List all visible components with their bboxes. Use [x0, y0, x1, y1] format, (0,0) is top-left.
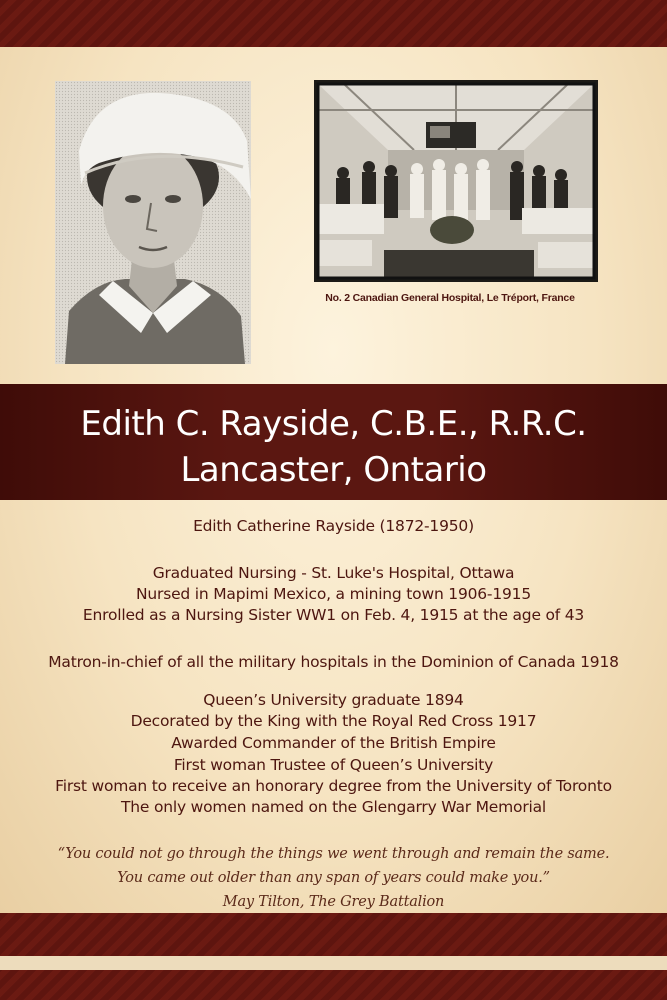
top-border-band: [0, 0, 667, 47]
bio-line: Queen’s University graduate 1894: [203, 691, 464, 709]
page-title: Edith C. Rayside, C.B.E., R.R.C.: [80, 404, 587, 444]
bio-line: Matron-in-chief of all the military hospitals in the Dominion of Canada 1918: [48, 653, 619, 671]
bio-line: First woman Trustee of Queen’s University: [173, 756, 494, 774]
bio-line: Graduated Nursing - St. Luke's Hospital, Ottawa: [152, 564, 515, 582]
hospital-ward-photo: [314, 80, 598, 282]
bio-line: Nursed in Mapimi Mexico, a mining town 1906-1915: [136, 585, 531, 603]
portrait-photo: [55, 81, 251, 364]
bio-line: Decorated by the King with the Royal Red Cross 1917: [130, 712, 537, 730]
quote-attribution: May Tilton, The Grey Battalion: [222, 894, 445, 910]
bio-line: First woman to receive an honorary degree from the University of Toronto: [55, 777, 612, 795]
bottom-border-band: [0, 913, 667, 1000]
bio-fullname: Edith Catherine Rayside (1872-1950): [193, 517, 474, 535]
bio-line: The only women named on the Glengarry War Memorial: [120, 798, 547, 816]
photo-caption: No. 2 Canadian General Hospital, Le Tréport, France: [325, 292, 575, 304]
bottom-border-stripe: [0, 956, 667, 970]
quote-line: “You could not go through the things we went through and remain the same.: [57, 846, 610, 862]
bio-line: Enrolled as a Nursing Sister WW1 on Feb. 4, 1915 at the age of 43: [82, 606, 585, 624]
quote-line: You came out older than any span of years could make you.”: [117, 870, 550, 886]
bio-line: Awarded Commander of the British Empire: [171, 734, 496, 752]
page-subtitle: Lancaster, Ontario: [180, 450, 487, 490]
